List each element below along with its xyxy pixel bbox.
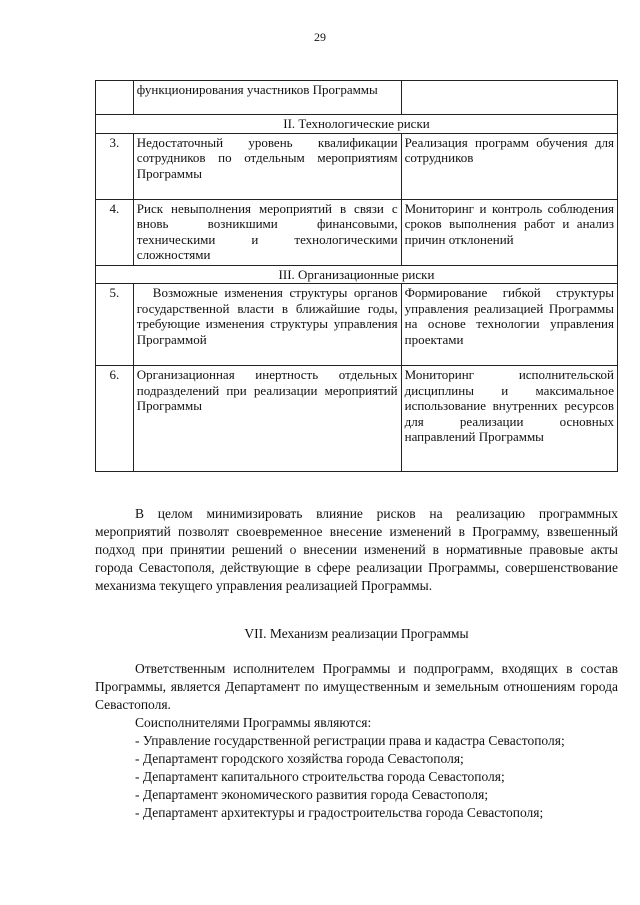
risk-measure-cell: Формирование гибкой структуры управления реализацией Программы на основе технологии управления проектами xyxy=(401,284,617,366)
section-title: II. Технологические риски xyxy=(96,115,618,134)
responsible-paragraph: Ответственным исполнителем Программы и подпрограмм, входящих в состав Программы, является Департамент по имущественным и земельным отношениям города Севастополя. xyxy=(95,661,618,712)
risk-measure-cell xyxy=(401,81,617,115)
list-item: - Департамент экономического развития города Севастополя; xyxy=(135,787,489,802)
list-item: - Управление государственной регистрации права и кадастра Севастополя; xyxy=(135,733,565,748)
risk-measure-cell: Реализация программ обучения для сотрудников xyxy=(401,133,617,199)
summary-paragraph: В целом минимизировать влияние рисков на реализацию программных мероприятий позволят своевременное внесение изменений в Программу, взвешенный подход при принятии решений о внесении изменений в нормативные правовые акты города Севастополя, действующие в сфере реализации Программы, совершенствование механизма текущего управления реализацией Программы. xyxy=(95,506,618,593)
section-header-row xyxy=(96,265,618,284)
list-item: - Департамент городского хозяйства города Севастополя; xyxy=(135,751,464,766)
table-row xyxy=(96,133,618,199)
risk-description-cell: функционирования участников Программы xyxy=(133,81,401,115)
section-title: III. Организационные риски xyxy=(96,265,618,284)
risk-number-cell: 3. xyxy=(96,133,134,199)
risk-description-cell: Риск невыполнения мероприятий в связи с вновь возникшими финансовыми, техническими и технологическими сложностями xyxy=(133,199,401,265)
risk-number-cell xyxy=(96,81,134,115)
list-item: - Департамент архитектуры и градостроительства города Севастополя; xyxy=(135,805,544,820)
table-row xyxy=(96,199,618,265)
risk-measure-cell: Мониторинг исполнительской дисциплины и максимальное использование внутренних ресурсов для реализации основных направлений Программы xyxy=(401,366,617,472)
summary-block xyxy=(95,505,618,595)
section-heading: VII. Механизм реализации Программы xyxy=(244,626,469,641)
co-executors-intro: Соисполнителями Программы являются: xyxy=(135,715,372,730)
risk-table xyxy=(95,80,618,472)
risk-description-cell: Организационная инертность отдельных подразделений при реализации мероприятий Программы xyxy=(133,366,401,472)
page-number: 29 xyxy=(314,30,326,44)
mechanism-block xyxy=(95,660,618,822)
section-header-row xyxy=(96,115,618,134)
risk-measure-cell: Мониторинг и контроль соблюдения сроков выполнения работ и анализ причин отклонений xyxy=(401,199,617,265)
table-row xyxy=(96,284,618,366)
risk-number-cell: 6. xyxy=(96,366,134,472)
risk-description-cell: Недостаточный уровень квалификации сотрудников по отдельным мероприятиям Программы xyxy=(133,133,401,199)
list-item: - Департамент капитального строительства города Севастополя; xyxy=(135,769,505,784)
table-row xyxy=(96,366,618,472)
risk-number-cell: 4. xyxy=(96,199,134,265)
table-row xyxy=(96,81,618,115)
risk-number-cell: 5. xyxy=(96,284,134,366)
risk-description-cell: Возможные изменения структуры органов государственной власти в ближайшие годы, требующие изменения структуры управления Программой xyxy=(133,284,401,366)
co-executors-list xyxy=(95,732,618,822)
